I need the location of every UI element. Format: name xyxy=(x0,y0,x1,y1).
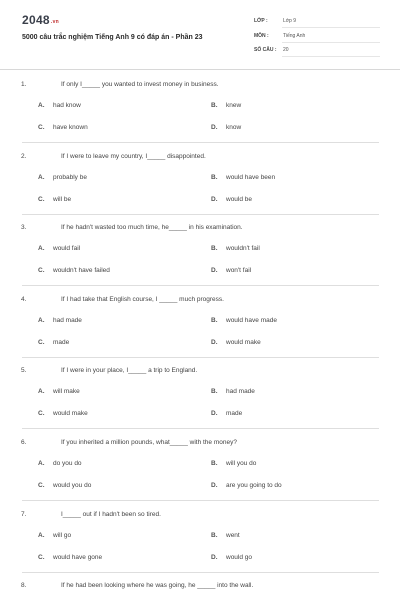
option-letter: A. xyxy=(38,245,45,253)
option-letter: B. xyxy=(211,173,218,181)
option-letter: C. xyxy=(38,124,45,131)
header-divider xyxy=(0,69,400,70)
option-letter: A. xyxy=(38,388,45,396)
option-text: are you going to do xyxy=(226,482,282,489)
question-number: 2. xyxy=(21,152,27,160)
answer-option[interactable] xyxy=(38,460,82,467)
question-number: 6. xyxy=(21,439,27,446)
option-text: would be xyxy=(226,195,253,203)
option-letter: C. xyxy=(38,338,45,346)
subject-field: MÔN : Tiếng Anh xyxy=(254,33,380,46)
option-letter: B. xyxy=(211,102,218,109)
option-text: made xyxy=(53,338,70,346)
option-text: won't fail xyxy=(226,267,252,275)
answer-option[interactable] xyxy=(211,482,282,489)
answer-option[interactable] xyxy=(211,245,260,252)
option-text: had know xyxy=(53,102,81,109)
question-divider xyxy=(22,142,379,143)
question-stem: If only I_____ you wanted to invest money in business. xyxy=(61,81,219,88)
option-text: had made xyxy=(53,316,82,324)
question-stem: If I were in your place, I_____ a trip to England. xyxy=(61,367,198,375)
option-text: would have been xyxy=(226,173,276,181)
option-letter: C. xyxy=(38,195,45,203)
question-number: 7. xyxy=(21,510,27,518)
answer-option[interactable] xyxy=(38,339,69,346)
answer-option[interactable] xyxy=(38,102,81,109)
option-letter: A. xyxy=(38,102,45,109)
option-letter: A. xyxy=(38,460,45,467)
option-text: know xyxy=(226,124,242,131)
option-text: made xyxy=(226,410,243,418)
option-text: knew xyxy=(226,102,242,109)
option-letter: C. xyxy=(38,553,45,561)
answer-option[interactable] xyxy=(38,174,87,181)
option-letter: B. xyxy=(211,460,218,467)
option-letter: B. xyxy=(211,531,218,539)
question-stem: If he hadn't wasted too much time, he_____ in his examination. xyxy=(61,224,243,232)
option-letter: D. xyxy=(211,410,218,418)
answer-option[interactable] xyxy=(211,317,277,324)
option-text: would have gone xyxy=(53,553,103,561)
option-text: went xyxy=(226,531,240,539)
answer-option[interactable] xyxy=(38,317,82,324)
option-text: have known xyxy=(53,124,88,131)
answer-option[interactable] xyxy=(211,410,242,417)
option-text: do you do xyxy=(53,460,82,467)
option-letter: C. xyxy=(38,482,45,489)
document-title: 5000 câu trắc nghiệm Tiếng Anh 9 có đáp án - Phần 23 xyxy=(22,34,203,41)
option-letter: D. xyxy=(211,553,218,561)
option-letter: D. xyxy=(211,338,218,346)
answer-option[interactable] xyxy=(38,410,88,417)
answer-option[interactable] xyxy=(38,532,71,539)
question-divider xyxy=(22,285,379,286)
question-stem: If he had been looking where he was going, he _____ into the wall. xyxy=(61,582,254,590)
option-letter: A. xyxy=(38,531,45,539)
answer-option[interactable] xyxy=(38,554,102,561)
answer-option[interactable] xyxy=(211,339,261,346)
answer-option[interactable] xyxy=(211,554,252,561)
grade-field: LỚP : Lớp 9 xyxy=(254,18,380,31)
question-count-field: SỐ CÂU : 20 xyxy=(254,47,380,60)
answer-option[interactable] xyxy=(38,196,71,203)
option-text: would you do xyxy=(53,482,92,489)
answer-option[interactable] xyxy=(38,267,110,274)
question-number: 3. xyxy=(21,224,27,232)
option-letter: B. xyxy=(211,316,218,324)
question-divider xyxy=(22,214,379,215)
option-text: wouldn't fail xyxy=(226,245,260,253)
site-logo[interactable]: $2048^{.vn}$ xyxy=(22,13,60,27)
option-text: would make xyxy=(226,338,261,346)
question-number: 1. xyxy=(21,81,27,88)
option-letter: A. xyxy=(38,173,45,181)
question-stem: If you inherited a million pounds, what_____ with the money? xyxy=(61,439,237,446)
question-divider xyxy=(22,357,379,358)
option-letter: C. xyxy=(38,267,45,275)
option-letter: C. xyxy=(38,410,45,418)
question-divider xyxy=(22,572,379,573)
answer-option[interactable] xyxy=(38,245,80,252)
option-text: wouldn't have failed xyxy=(53,267,110,275)
option-letter: D. xyxy=(211,195,218,203)
option-letter: D. xyxy=(211,482,218,489)
option-letter: B. xyxy=(211,388,218,396)
question-number: 4. xyxy=(21,295,27,303)
question-number: 8. xyxy=(21,582,27,590)
option-text: would go xyxy=(226,553,253,561)
answer-option[interactable] xyxy=(211,102,241,109)
option-text: had made xyxy=(226,388,255,396)
option-text: will make xyxy=(53,388,80,396)
option-letter: B. xyxy=(211,245,218,253)
answer-option[interactable] xyxy=(38,124,88,131)
answer-option[interactable] xyxy=(211,124,241,131)
option-text: would fail xyxy=(53,245,81,253)
option-text: would make xyxy=(53,410,88,418)
question-divider xyxy=(22,500,379,501)
answer-option[interactable] xyxy=(38,388,80,395)
option-text: will you do xyxy=(226,460,257,467)
question-stem: If I were to leave my country, I_____ disappointed. xyxy=(61,152,206,160)
answer-option[interactable] xyxy=(211,174,275,181)
answer-option[interactable] xyxy=(38,482,91,489)
answer-option[interactable] xyxy=(211,460,256,467)
question-stem: I_____ out if I hadn't been so tired. xyxy=(61,510,161,518)
option-text: will go xyxy=(53,531,72,539)
question-number: 5. xyxy=(21,367,27,375)
option-letter: A. xyxy=(38,316,45,324)
answer-option[interactable] xyxy=(211,196,252,203)
option-letter: D. xyxy=(211,267,218,275)
question-stem: If I had take that English course, I _____ much progress. xyxy=(61,295,224,303)
document-header xyxy=(0,0,400,68)
answer-option[interactable] xyxy=(211,532,240,539)
option-text: probably be xyxy=(53,173,87,181)
question-divider xyxy=(22,428,379,429)
option-text: will be xyxy=(53,195,72,203)
answer-option[interactable] xyxy=(211,388,255,395)
answer-option[interactable] xyxy=(211,267,251,274)
option-letter: D. xyxy=(211,124,218,131)
option-text: would have made xyxy=(226,316,277,324)
